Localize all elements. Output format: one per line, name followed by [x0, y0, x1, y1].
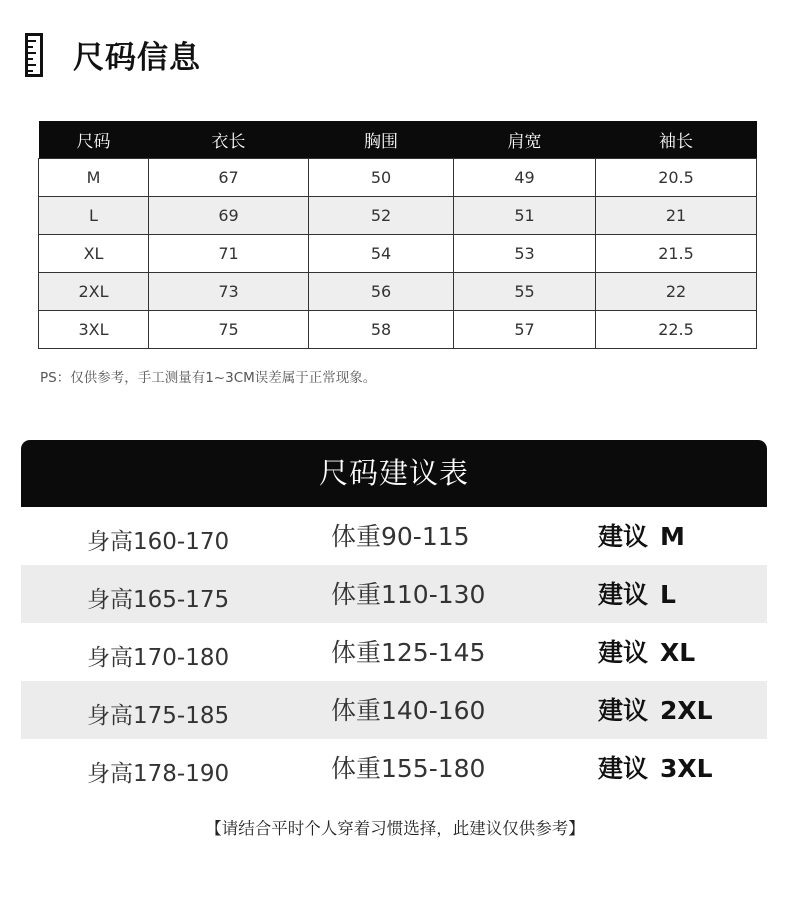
table-cell: 22 — [596, 273, 757, 311]
table-cell: 73 — [149, 273, 309, 311]
table-cell: 54 — [309, 235, 454, 273]
suggest-label: 建议 — [598, 754, 649, 783]
table-row — [39, 197, 757, 235]
table-cell: 67 — [149, 159, 309, 197]
suggest-label: 建议 — [598, 696, 649, 725]
list-item — [21, 739, 767, 797]
suggest-label: 建议 — [598, 580, 649, 609]
weight-range: 体重125-145 — [331, 638, 486, 667]
suggest-label: 建议 — [598, 522, 649, 551]
column-header-sleeve: 袖长 — [596, 121, 757, 159]
list-item — [21, 565, 767, 623]
list-item — [21, 507, 767, 565]
table-cell: 20.5 — [596, 159, 757, 197]
table-cell: 2XL — [39, 273, 149, 311]
size-suggestion — [598, 694, 713, 728]
table-row — [39, 273, 757, 311]
size-table — [38, 121, 757, 349]
table-cell: 69 — [149, 197, 309, 235]
weight-range: 体重90-115 — [331, 522, 470, 551]
suggested-size: M — [660, 522, 685, 551]
table-cell: 55 — [454, 273, 596, 311]
table-cell: 49 — [454, 159, 596, 197]
table-cell: 53 — [454, 235, 596, 273]
weight-range: 体重155-180 — [331, 754, 486, 783]
bottom-note: 【请结合平时个人穿着习惯选择，此建议仅供参考】 — [205, 819, 585, 838]
measurement-note: PS：仅供参考，手工测量有1~3CM误差属于正常现象。 — [40, 370, 377, 386]
table-cell: 21 — [596, 197, 757, 235]
height-range: 身高160-170 — [87, 529, 230, 555]
table-cell: 52 — [309, 197, 454, 235]
column-header-shoulder: 肩宽 — [454, 121, 596, 159]
table-cell: 51 — [454, 197, 596, 235]
size-suggestion — [598, 578, 676, 612]
size-suggestion — [598, 752, 713, 786]
table-cell: 3XL — [39, 311, 149, 349]
recommend-list — [21, 507, 767, 797]
suggested-size: L — [660, 580, 676, 609]
table-row — [39, 311, 757, 349]
column-header-size: 尺码 — [39, 121, 149, 159]
height-range: 身高178-190 — [87, 761, 230, 787]
table-cell: M — [39, 159, 149, 197]
suggested-size: 3XL — [660, 754, 713, 783]
recommend-title: 尺码建议表 — [21, 440, 767, 507]
table-cell: 57 — [454, 311, 596, 349]
height-range: 身高165-175 — [87, 587, 230, 613]
list-item — [21, 623, 767, 681]
height-range: 身高175-185 — [87, 703, 230, 729]
table-cell: 56 — [309, 273, 454, 311]
column-header-chest: 胸围 — [309, 121, 454, 159]
weight-range: 体重110-130 — [331, 580, 486, 609]
ruler-icon — [25, 33, 43, 77]
size-suggestion — [598, 520, 685, 554]
table-row — [39, 235, 757, 273]
table-cell: 75 — [149, 311, 309, 349]
page-title: 尺码信息 — [73, 40, 201, 76]
suggested-size: XL — [660, 638, 696, 667]
table-cell: L — [39, 197, 149, 235]
table-cell: 21.5 — [596, 235, 757, 273]
table-cell: 22.5 — [596, 311, 757, 349]
height-range: 身高170-180 — [87, 645, 230, 671]
table-cell: 71 — [149, 235, 309, 273]
table-row — [39, 159, 757, 197]
suggest-label: 建议 — [598, 638, 649, 667]
list-item — [21, 681, 767, 739]
column-header-length: 衣长 — [149, 121, 309, 159]
size-suggestion — [598, 636, 695, 670]
weight-range: 体重140-160 — [331, 696, 486, 725]
table-cell: 50 — [309, 159, 454, 197]
table-cell: 58 — [309, 311, 454, 349]
size-table-header-row — [39, 121, 757, 159]
suggested-size: 2XL — [660, 696, 713, 725]
table-cell: XL — [39, 235, 149, 273]
